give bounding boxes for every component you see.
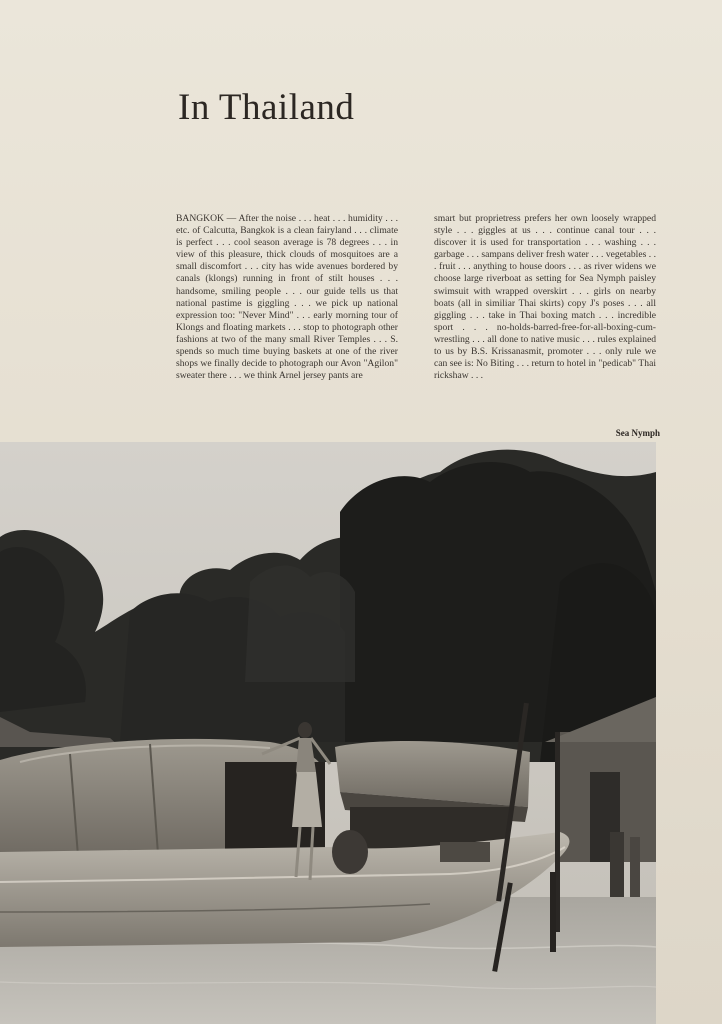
column-right-text: smart but proprietress prefers her own loosely wrapped style . . . giggles at us . . . continue canal tour . . . discover it is used for transportation . . . washing . . . garbage . . . sampans deliver fresh water . . . vegetables . . . fruit . . . anything to house doors . . . as river widens we choose large riverboat as setting for Sea Nymph paisley swimsuit with wrapped overskirt . . . girls on nearby boats (all in similiar Thai skirts) copy J's poses . . . all giggling . . . take in Thai boxing match . . . incredible sport . . . no-holds-barred-free-for-all-boxing-cum-wrestling . . . all done to native music . . . rules explained to us by B.S. Krissanasmit, promoter . . . only rule we can see is: No Biting . . . return to hotel in "pedicab" Thai rickshaw . . . bbox=[434, 213, 656, 382]
riverboat-photo-illustration bbox=[0, 442, 656, 1024]
article-column-left bbox=[176, 213, 398, 382]
riverboat-photo bbox=[0, 442, 656, 1024]
article-column-right bbox=[434, 213, 656, 382]
photo-caption: Sea Nymph bbox=[615, 428, 660, 438]
article-title: In Thailand bbox=[178, 87, 355, 128]
column-left-text: BANGKOK — After the noise . . . heat . . . humidity . . . etc. of Calcutta, Bangkok is a clean fairyland . . . climate is perfect . . . cool season average is 78 degrees . . . in view of this pleasure, thick clouds of mosquitoes are a small discomfort . . . city has wide avenues bordered by canals (klongs) running in front of stilt houses . . . handsome, smiling people . . . our guide tells us that national pastime is giggling . . . we pick up national expression too: "Never Mind" . . . early morning tour of Klongs and floating markets . . . stop to photograph other fashions at two of the many small River Temples . . . S. spends so much time buying baskets at one of the river shops we finally decide to photograph our Avon "Agilon" sweater there . . . we think Arnel jersey pants are bbox=[176, 213, 398, 382]
